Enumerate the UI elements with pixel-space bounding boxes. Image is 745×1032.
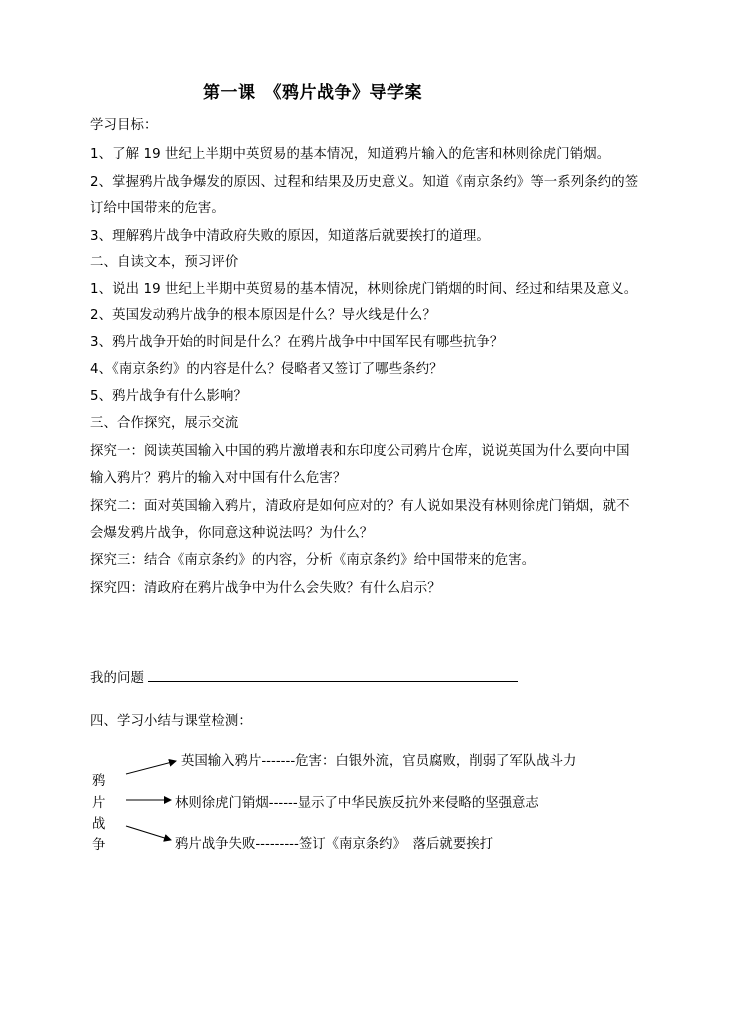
summary-vertical-char: 片 — [92, 796, 106, 811]
section-four-heading: 四、学习小结与课堂检测： — [90, 714, 252, 729]
text-line: 3、理解鸦片战争中清政府失败的原因，知道落后就要挨打的道理。 — [90, 229, 490, 244]
text-line: 2、掌握鸦片战争爆发的原因、过程和结果及历史意义。知道《南京条约》等一系列条约的签 — [90, 175, 639, 190]
text-line: 二、自读文本，预习评价 — [90, 255, 239, 270]
text-line: 4、《南京条约》的内容是什么？侵略者又签订了哪些条约？ — [90, 362, 443, 377]
text-line: 会爆发鸦片战争，你同意这种说法吗？为什么？ — [90, 526, 374, 541]
summary-vertical-char: 战 — [92, 817, 106, 832]
my-question-label: 我的问题 — [90, 671, 144, 686]
text-line: 订给中国带来的危害。 — [90, 201, 225, 216]
text-line: 探究三：结合《南京条约》的内容，分析《南京条约》给中国带来的危害。 — [90, 553, 536, 568]
text-line: 1、了解 19 世纪上半期中英贸易的基本情况，知道鸦片输入的危害和林则徐虎门销烟。 — [90, 147, 611, 162]
arrow-to-branch-1 — [126, 761, 176, 774]
summary-vertical-char: 争 — [92, 838, 106, 853]
summary-branch-1: 英国输入鸦片-------危害：白银外流，官员腐败，削弱了军队战斗力 — [181, 754, 577, 769]
arrow-to-branch-3 — [126, 826, 171, 840]
summary-branch-2: 林则徐虎门销烟------显示了中华民族反抗外来侵略的坚强意志 — [175, 796, 539, 811]
text-line: 探究四：清政府在鸦片战争中为什么会失败？有什么启示？ — [90, 581, 441, 596]
text-line: 1、说出 19 世纪上半期中英贸易的基本情况，林则徐虎门销烟的时间、经过和结果及意义。 — [90, 282, 638, 297]
text-line: 输入鸦片？鸦片的输入对中国有什么危害？ — [90, 471, 347, 486]
text-line: 学习目标： — [90, 118, 158, 133]
summary-vertical-char: 鸦 — [92, 774, 106, 789]
text-line: 探究一：阅读英国输入中国的鸦片激增表和东印度公司鸦片仓库，说说英国为什么要向中国 — [90, 444, 630, 459]
page-title: 第一课 《鸦片战争》导学案 — [203, 83, 422, 103]
text-line: 5、鸦片战争有什么影响？ — [90, 389, 248, 404]
text-line: 3、鸦片战争开始的时间是什么？在鸦片战争中中国军民有哪些抗争？ — [90, 335, 504, 350]
summary-branch-3: 鸦片战争失败---------签订《南京条约》 落后就要挨打 — [175, 837, 493, 852]
text-line: 三、合作探究，展示交流 — [90, 416, 239, 431]
text-line: 探究二：面对英国输入鸦片，清政府是如何应对的？有人说如果没有林则徐虎门销烟，就不 — [90, 499, 630, 514]
text-line: 2、英国发动鸦片战争的根本原因是什么？导火线是什么？ — [90, 308, 436, 323]
